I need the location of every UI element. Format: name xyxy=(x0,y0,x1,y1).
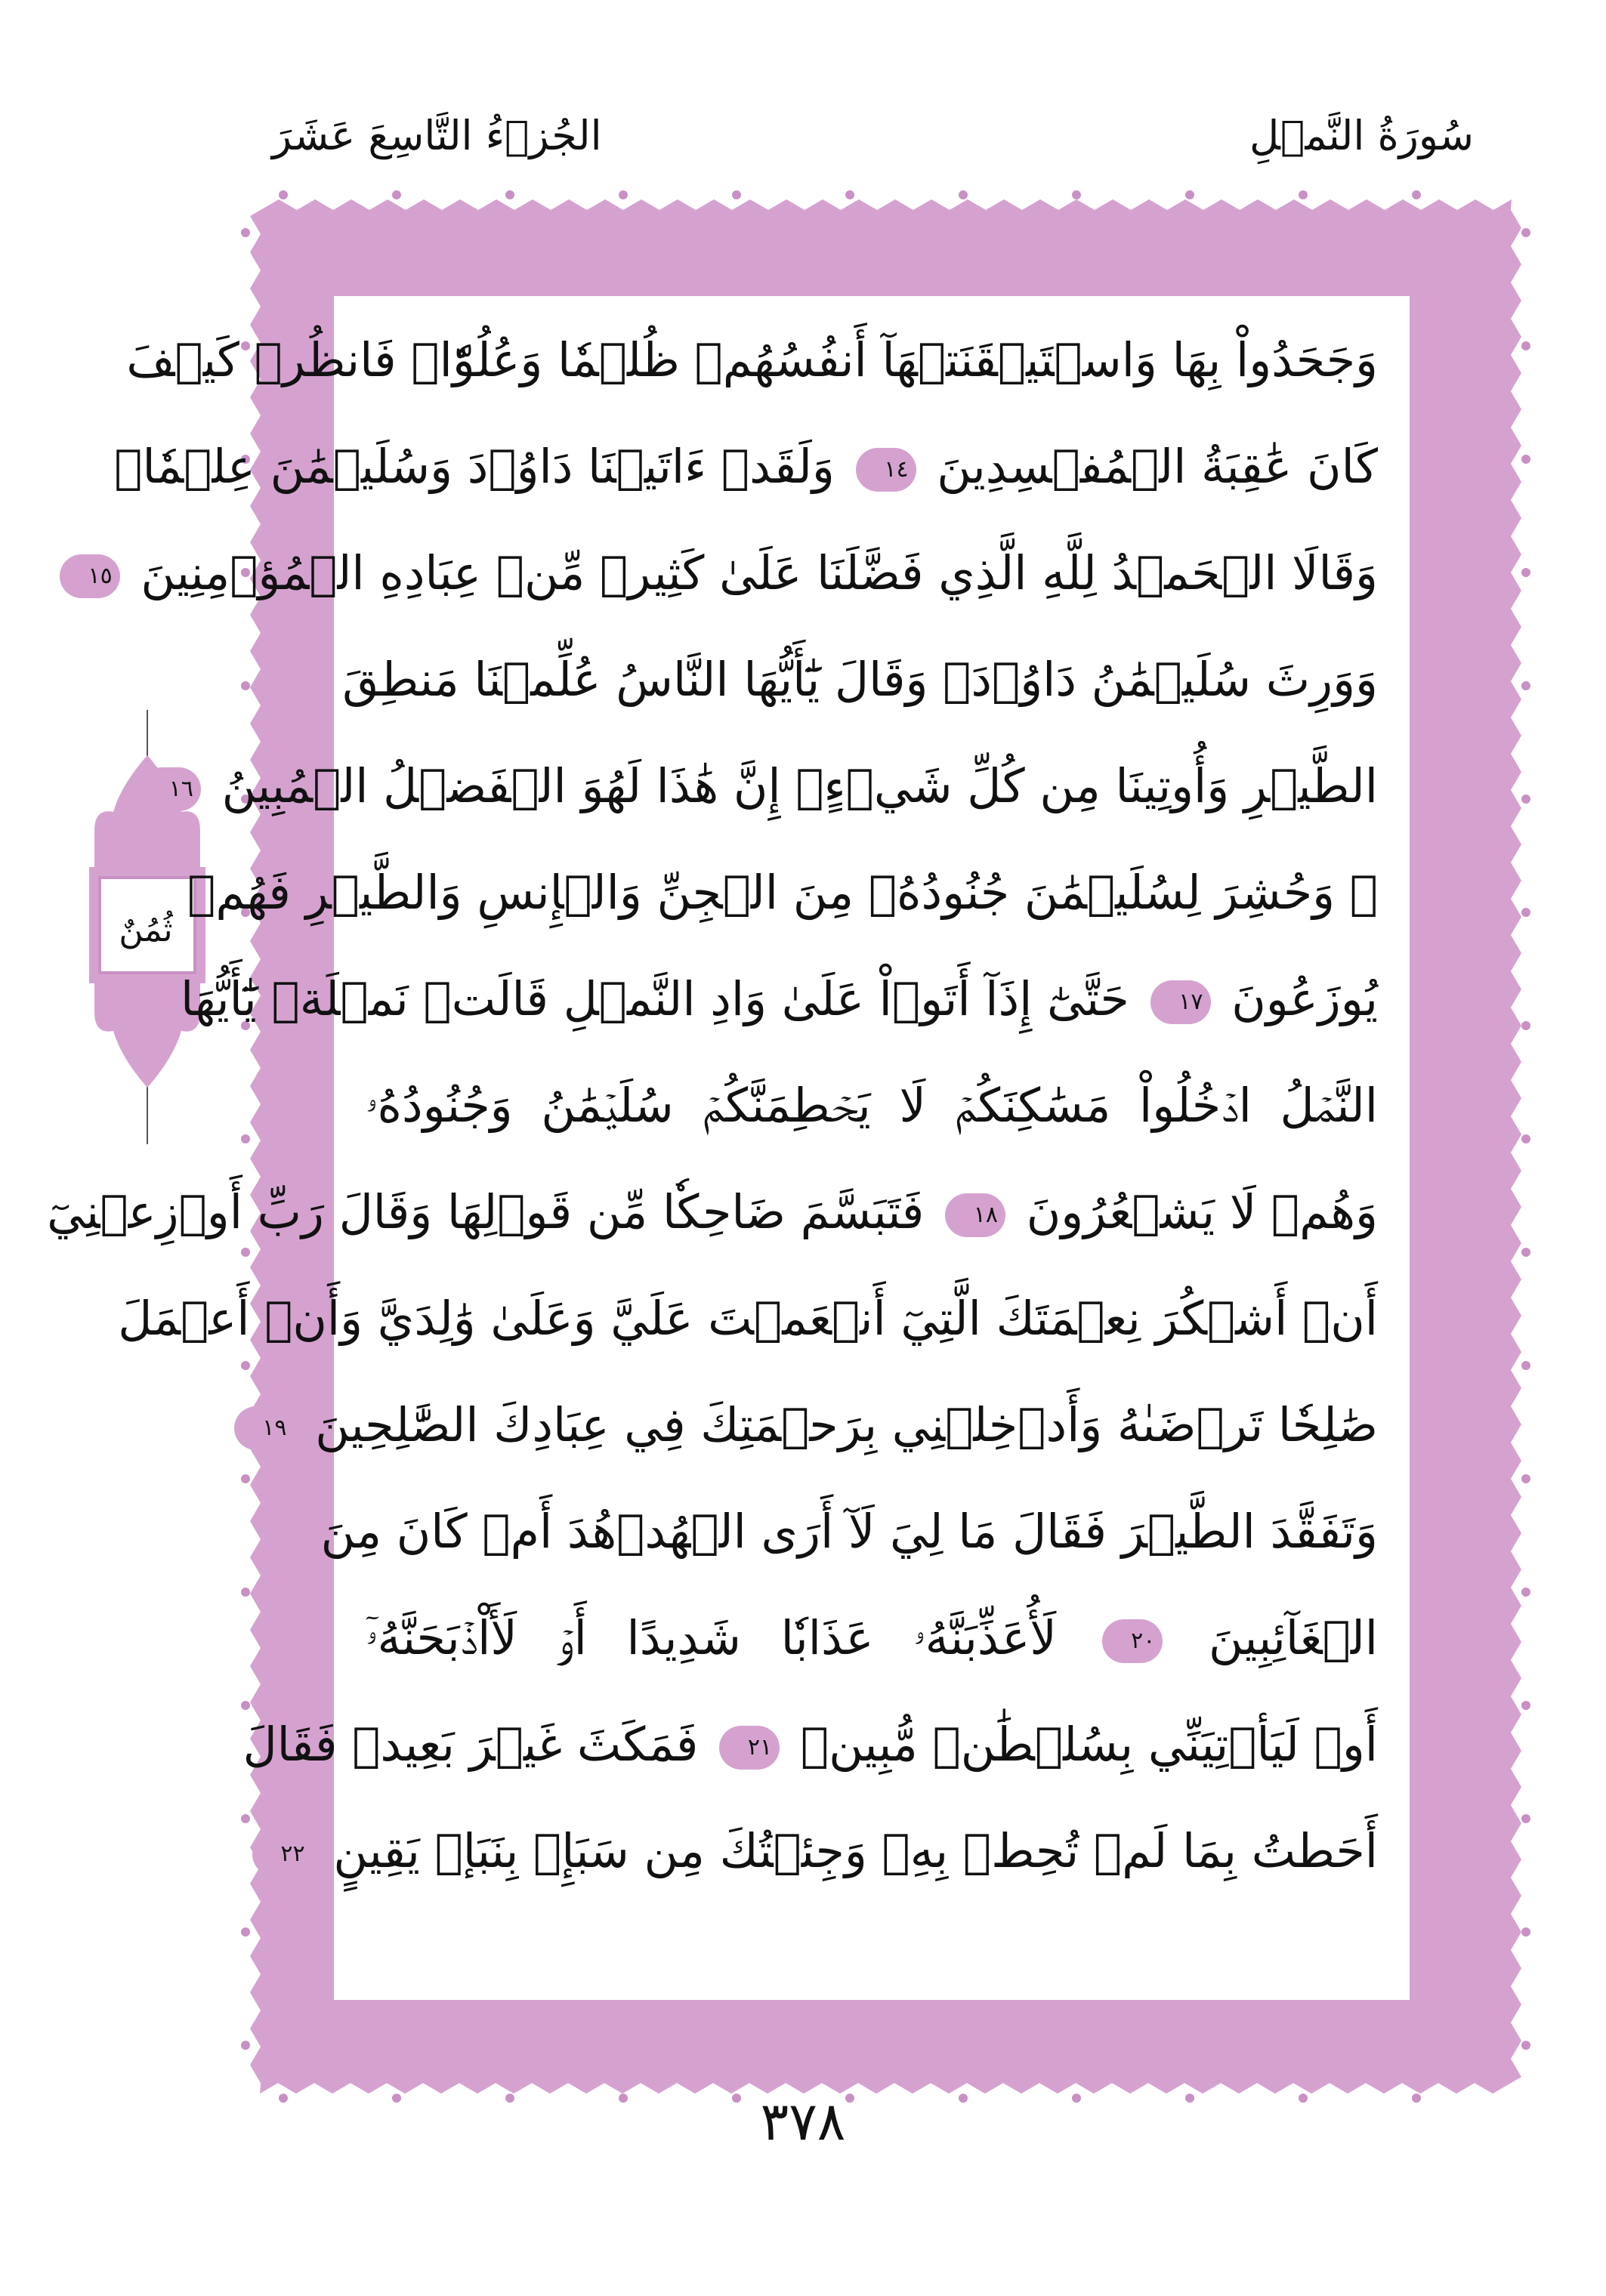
verse-text: وَلَقَدۡ ءَاتَيۡنَا دَاوُۥدَ وَسُلَيۡمَٰنَ عِلۡمٗاۖ xyxy=(114,439,835,494)
verse-text: وَجَحَدُواْ بِهَا وَاسۡتَيۡقَنَتۡهَآ أَنفُسُهُمۡ ظُلۡمٗا وَعُلُوّٗاۚ فَانظُرۡ كَيۡفَ xyxy=(126,332,1378,387)
juz-name: الجُزۡءُ التَّاسِعَ عَشَرَ xyxy=(272,112,602,159)
frame-bead xyxy=(1072,190,1081,199)
verse-text: كَانَ عَٰقِبَةُ الۡمُفۡسِدِينَ xyxy=(937,439,1378,494)
frame-bead xyxy=(732,190,741,199)
frame-bead xyxy=(1521,568,1530,577)
verse-text: وَقَالَا الۡحَمۡدُ لِلَّهِ الَّذِي فَضَّلَنَا عَلَىٰ كَثِيرٖ مِّنۡ عِبَادِهِ الۡمُؤۡمِنِينَ xyxy=(141,545,1378,600)
ayah-number-marker: ١٤ xyxy=(856,448,916,492)
verse-text: فَتَبَسَّمَ ضَاحِكٗا مِّن قَوۡلِهَا وَقَالَ رَبِّ أَوۡزِعۡنِيٓ xyxy=(47,1184,925,1239)
verse-line xyxy=(114,413,1378,520)
verse-text: وَهُمۡ لَا يَشۡعُرُونَ xyxy=(1026,1184,1378,1239)
frame-bead xyxy=(1521,1701,1530,1710)
page-number: ٣٧٨ xyxy=(760,2091,846,2152)
verse-line xyxy=(280,1798,1378,1904)
verse-line xyxy=(88,520,1378,626)
frame-bead xyxy=(241,2041,250,2050)
verse-line xyxy=(187,839,1378,946)
frame-bead xyxy=(1521,795,1530,804)
verse-text: ۞ وَحُشِرَ لِسُلَيۡمَٰنَ جُنُودُهُۥ مِنَ الۡجِنِّ وَالۡإِنسِ وَالطَّيۡرِ فَهُمۡ xyxy=(187,865,1378,920)
frame-bead xyxy=(1521,908,1530,917)
frame-bead xyxy=(1521,2041,1530,2050)
verse-line xyxy=(47,1159,1378,1265)
frame-bead xyxy=(241,681,250,690)
ayah-number-marker: ٢٠ xyxy=(1102,1619,1163,1663)
ayah-number-marker: ١٥ xyxy=(60,554,120,598)
verse-line xyxy=(320,1478,1378,1585)
verse-text: لَأُعَذِّبَنَّهُۥ عَذَابٗا شَدِيدًا أَوۡ لَأَاْذۡبَحَنَّهُۥٓ xyxy=(366,1610,1057,1665)
frame-bead xyxy=(959,190,968,199)
verse-line xyxy=(242,1691,1378,1798)
frame-bead xyxy=(241,1927,250,1936)
verse-line xyxy=(126,307,1378,413)
frame-bead xyxy=(1185,190,1194,199)
ayah-number-marker: ١٨ xyxy=(945,1193,1005,1237)
verse-text: النَّمۡلُ ادۡخُلُواْ مَسَٰكِنَكُمۡ لَا يَحۡطِمَنَّكُمۡ سُلَيۡمَٰنُ وَجُنُودُهُۥ xyxy=(366,1078,1378,1133)
ayah-number-marker: ٢٢ xyxy=(252,1832,313,1876)
ayah-number-marker: ١٧ xyxy=(1150,980,1211,1024)
verse-text: أَوۡ لَيَأۡتِيَنِّي بِسُلۡطَٰنٖ مُّبِينٖ xyxy=(800,1717,1378,1772)
frame-bead xyxy=(1299,190,1308,199)
verse-line xyxy=(342,626,1378,733)
frame-bead xyxy=(505,190,514,199)
frame-bead xyxy=(241,228,250,237)
frame-bead xyxy=(241,1134,250,1143)
frame-bead xyxy=(1521,341,1530,350)
frame-bead xyxy=(1521,1588,1530,1597)
frame-bead xyxy=(1521,228,1530,237)
frame-bead xyxy=(392,190,401,199)
frame-bead xyxy=(1521,1814,1530,1823)
frame-bead xyxy=(1521,1134,1530,1143)
ayah-number-marker: ٢١ xyxy=(719,1726,780,1770)
verse-text: صَٰلِحٗا تَرۡضَىٰهُ وَأَدۡخِلۡنِي بِرَحۡمَتِكَ فِي عِبَادِكَ الصَّٰلِحِينَ xyxy=(315,1397,1378,1452)
verse-text: أَنۡ أَشۡكُرَ نِعۡمَتَكَ الَّتِيٓ أَنۡعَمۡتَ عَلَيَّ وَعَلَىٰ وَٰلِدَيَّ وَأَنۡ أَعۡمَلَ xyxy=(118,1291,1378,1346)
ayah-number-marker: ١٦ xyxy=(141,767,201,811)
verse-text: الۡغَآئِبِينَ xyxy=(1208,1610,1378,1665)
verse-line xyxy=(168,733,1378,839)
verse-line xyxy=(262,1372,1378,1478)
verse-text: أَحَطتُ بِمَا لَمۡ تُحِطۡ بِهِۦ وَجِئۡتُكَ مِن سَبَإِۭ بِنَبَإٖ يَقِينٍ xyxy=(333,1823,1378,1878)
verse-text: يُوزَعُونَ xyxy=(1231,971,1378,1026)
frame-bead xyxy=(845,190,854,199)
frame-bead xyxy=(1521,1021,1530,1030)
frame-bead xyxy=(1521,681,1530,690)
frame-bead xyxy=(1521,455,1530,464)
frame-bead xyxy=(1412,190,1421,199)
verse-text: الطَّيۡرِ وَأُوتِينَا مِن كُلِّ شَيۡءٍۖ إِنَّ هَٰذَا لَهُوَ الۡفَضۡلُ الۡمُبِينُ xyxy=(221,758,1378,813)
frame-bead xyxy=(1521,1361,1530,1370)
hizb-marker-label: ثُمُنٌ xyxy=(119,911,173,949)
frame-bead xyxy=(1521,1927,1530,1936)
verse-line xyxy=(366,1585,1378,1691)
verse-text: حَتَّىٰٓ إِذَآ أَتَوۡاْ عَلَىٰ وَادِ النَّمۡلِ قَالَتۡ نَمۡلَةٞ يَٰٓأَيُّهَا xyxy=(180,971,1129,1026)
frame-bead xyxy=(241,1588,250,1597)
frame-bead xyxy=(619,190,628,199)
verse-text: وَتَفَقَّدَ الطَّيۡرَ فَقَالَ مَا لِيَ لَآ أَرَى الۡهُدۡهُدَ أَمۡ كَانَ مِنَ xyxy=(320,1504,1378,1559)
verse-line xyxy=(118,1265,1378,1372)
surah-name: سُورَةُ النَّمۡلِ xyxy=(1249,112,1474,159)
verse-text: فَمَكَثَ غَيۡرَ بَعِيدٖ فَقَالَ xyxy=(242,1717,699,1772)
verse-line xyxy=(366,1052,1378,1159)
verse-line xyxy=(180,946,1378,1052)
frame-bead xyxy=(279,190,288,199)
ayah-number-marker: ١٩ xyxy=(234,1406,295,1450)
frame-bead xyxy=(1521,1248,1530,1257)
frame-bead xyxy=(1521,1474,1530,1483)
verse-text: وَوَرِثَ سُلَيۡمَٰنُ دَاوُۥدَۖ وَقَالَ يَٰٓأَيُّهَا النَّاسُ عُلِّمۡنَا مَنطِقَ xyxy=(342,652,1378,707)
